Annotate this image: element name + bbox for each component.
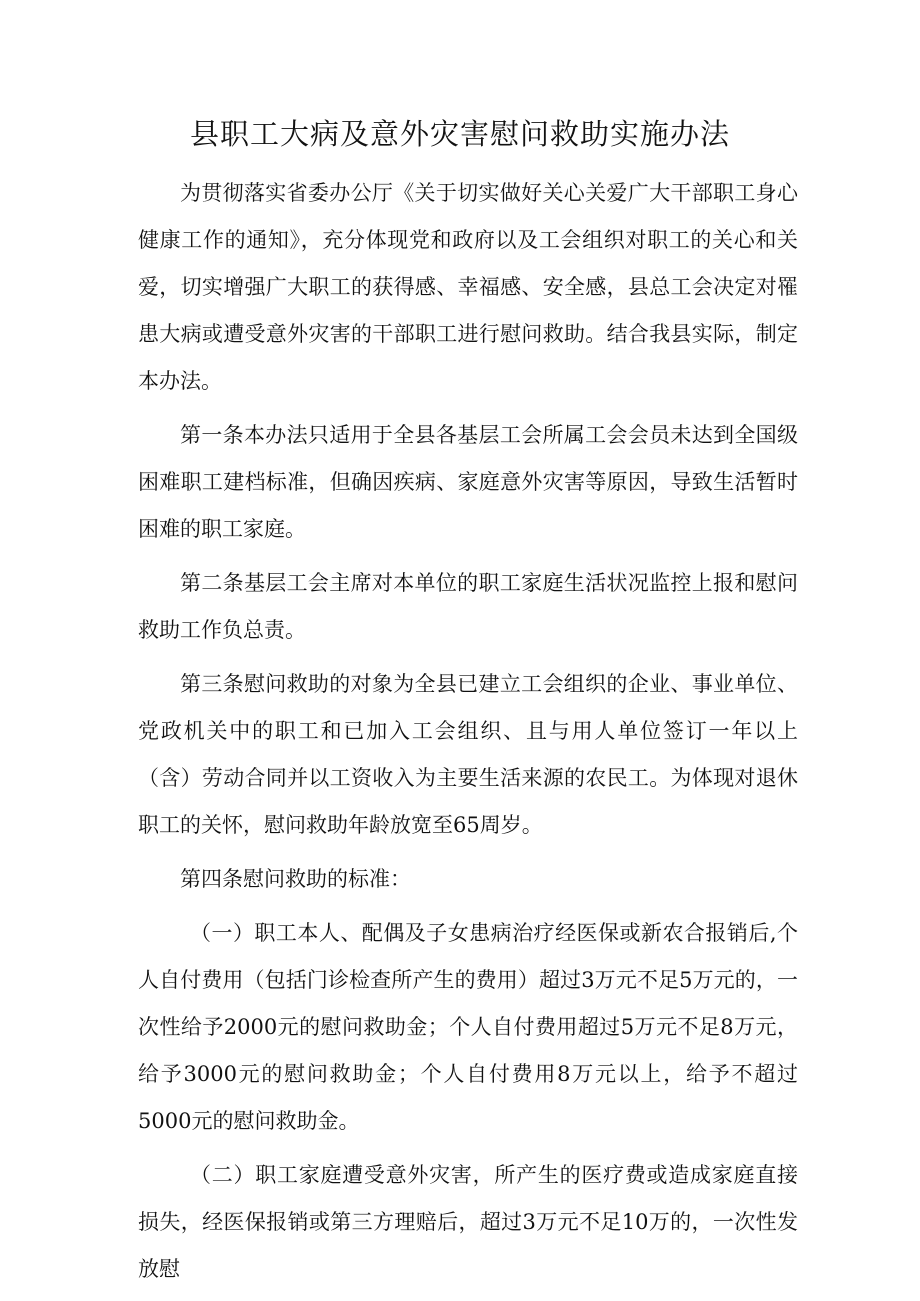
document-body bbox=[138, 170, 798, 1293]
paragraph-article-4: 第四条慰问救助的标准： bbox=[180, 867, 411, 891]
document-title: 县职工大病及意外灾害慰问救助实施办法 bbox=[189, 117, 730, 151]
paragraph-item-2: （二）职工家庭遭受意外灾害，所产生的医疗费或造成家庭直接损失，经医保报销或第三方理赔后，超过3万元不足10万的，一次性发放慰 bbox=[138, 1163, 798, 1281]
paragraph-item-1: （一）职工本人、配偶及子女患病治疗经医保或新农合报销后,个人自付费用（包括门诊检查所产生的费用）超过3万元不足5万元的，一次性给予2000元的慰问救助金；个人自付费用超过5万元不足8万元，给予3000元的慰问救助金；个人自付费用8万元以上，给予不超过5000元的慰问救助金。 bbox=[138, 921, 798, 1133]
paragraph-intro: 为贯彻落实省委办公厅《关于切实做好关心关爱广大干部职工身心健康工作的通知》，充分体现党和政府以及工会组织对职工的关心和关爱，切实增强广大职工的获得感、幸福感、安全感，县总工会决定对罹患大病或遭受意外灾害的干部职工进行慰问救助。结合我县实际，制定本办法。 bbox=[138, 181, 798, 393]
paragraph-article-2: 第二条基层工会主席对本单位的职工家庭生活状况监控上报和慰问救助工作负总责。 bbox=[138, 571, 798, 642]
paragraph-article-1: 第一条本办法只适用于全县各基层工会所属工会会员未达到全国级困难职工建档标准，但确因疾病、家庭意外灾害等原因，导致生活暂时困难的职工家庭。 bbox=[138, 423, 798, 541]
paragraph-article-3: 第三条慰问救助的对象为全县已建立工会组织的企业、事业单位、党政机关中的职工和已加入工会组织、且与用人单位签订一年以上（含）劳动合同并以工资收入为主要生活来源的农民工。为体现对退休职工的关怀，慰问救助年龄放宽至65周岁。 bbox=[138, 672, 798, 837]
